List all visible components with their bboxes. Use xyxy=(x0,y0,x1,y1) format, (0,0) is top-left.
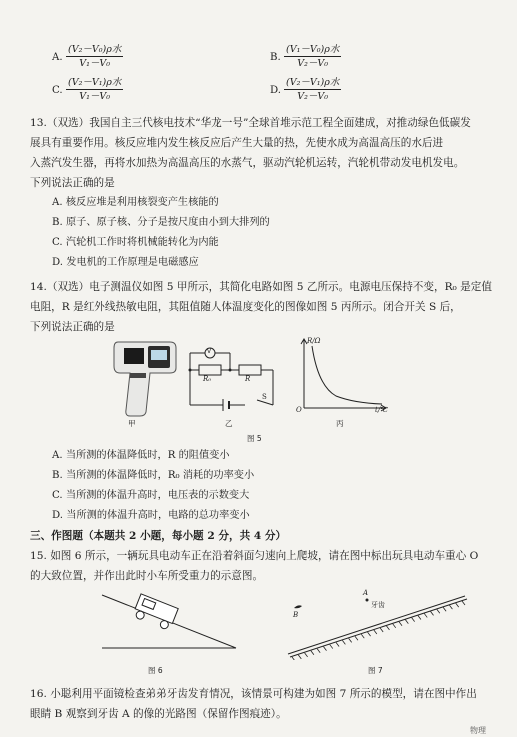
option-b-denominator: V₂－V₀ xyxy=(297,58,329,69)
r-label: R xyxy=(245,375,251,383)
q15-line-2: 的大致位置，并作出此时小车所受重力的示意图。 xyxy=(30,570,264,582)
mirror-hatch-mark xyxy=(330,645,333,649)
fig7-caption: 图 7 xyxy=(368,666,383,675)
incline-car-figure xyxy=(98,590,238,652)
q14-option-d: D. 当所测的体温升高时，电路的总功率变小 xyxy=(52,510,250,521)
mirror-hatch-mark xyxy=(305,653,308,657)
q13-line-4: 下列说法正确的是 xyxy=(30,177,115,189)
graph-origin-label: O xyxy=(296,406,302,414)
q13-option-a: A. 核反应堆是利用核裂变产生核能的 xyxy=(52,197,219,208)
mirror-hatch-mark xyxy=(380,628,383,632)
mirror-hatch-mark xyxy=(336,642,339,646)
option-c-numerator: (V₂－V₁)ρ水 xyxy=(68,77,122,88)
fig5-label-jia: 甲 xyxy=(128,419,136,428)
graph-x-axis-label: t/℃ xyxy=(375,406,389,414)
q16-line-1: 16. 小聪利用平面镜检查弟弟牙齿发育情况，该情景可构建为如图 7 所示的模型，请在图中作出 xyxy=(30,688,477,700)
q14-option-c: C. 当所测的体温升高时，电压表的示数变大 xyxy=(52,490,250,501)
option-d-fraction xyxy=(284,77,341,102)
mirror-hatch-mark xyxy=(361,634,364,638)
page-footer: 物理 xyxy=(470,726,486,735)
r0-label: R₀ xyxy=(203,375,212,383)
switch-label: S xyxy=(262,393,267,401)
mirror-hatch-mark xyxy=(456,603,459,607)
q16-line-2: 眼睛 B 观察到牙齿 A 的像的光路图（保留作图痕迹）。 xyxy=(30,708,287,720)
fig6-caption: 图 6 xyxy=(148,666,163,675)
mirror-hatch-mark xyxy=(342,640,345,644)
option-b-letter: B. xyxy=(270,52,281,63)
mirror-hatch-mark xyxy=(405,620,408,624)
q14-line-3: 下列说法正确的是 xyxy=(30,321,115,333)
section-3-title: 三、作图题（本题共 2 小题，每小题 2 分，共 4 分） xyxy=(30,530,287,542)
mirror-hatch-mark xyxy=(292,657,295,660)
mirror-hatch-mark xyxy=(462,601,465,605)
mirror-hatch-mark xyxy=(412,618,415,622)
fig7-label-b: B xyxy=(293,611,299,619)
option-a-denominator: V₁－V₀ xyxy=(79,58,111,69)
q13-line-2: 展具有重要作用。核反应堆内发生核反应后产生大量的热，先使水成为高温高压的水后进 xyxy=(30,137,444,149)
option-b-numerator: (V₁－V₀)ρ水 xyxy=(286,44,340,55)
mirror-hatch-mark xyxy=(355,636,358,640)
mirror-hatch-mark xyxy=(418,616,421,620)
fig5-label-bing: 丙 xyxy=(336,419,344,428)
option-d-letter: D. xyxy=(270,85,282,96)
mirror-hatch-mark xyxy=(449,605,452,609)
q14-option-b: B. 当所测的体温降低时，R₀ 消耗的功率变小 xyxy=(52,470,255,481)
mirror-hatch-mark xyxy=(443,607,446,611)
q14-option-a: A. 当所测的体温降低时，R 的阻值变小 xyxy=(52,450,230,461)
mirror-hatch-mark xyxy=(393,624,396,628)
q14-line-2: 电阻，R 是红外线热敏电阻，其阻值随人体温度变化的图像如图 5 丙所示。闭合开关 S 后， xyxy=(30,301,461,313)
option-d-denominator: V₂－V₀ xyxy=(297,91,329,102)
q14-line-1: 14.（双选）电子测温仪如图 5 甲所示，其简化电路如图 5 乙所示。电源电压保持不变，R₀ 是定值 xyxy=(30,281,492,293)
q13-option-c: C. 汽轮机工作时将机械能转化为内能 xyxy=(52,237,219,248)
mirror-hatch-mark xyxy=(424,613,427,617)
fig5-caption: 图 5 xyxy=(247,434,262,443)
option-a-letter: A. xyxy=(52,52,63,63)
fig5-label-yi: 乙 xyxy=(225,419,233,428)
resistance-temperature-graph xyxy=(296,336,391,414)
option-c-fraction xyxy=(66,77,123,102)
graph-y-axis-label: R/Ω xyxy=(307,337,321,345)
mirror-hatch-mark xyxy=(399,622,402,626)
thermometer-gun-illustration xyxy=(110,338,180,418)
option-b-fraction xyxy=(284,44,341,69)
mirror-hatch-mark xyxy=(431,611,434,615)
q13-option-d: D. 发电机的工作原理是电磁感应 xyxy=(52,257,199,268)
mirror-hatch-mark xyxy=(298,655,301,659)
q13-line-1: 13.（双选）我国自主三代核电技术“华龙一号”全球首堆示范工程全面建成，对推动绿色低碳发 xyxy=(30,117,471,129)
mirror-hatch-mark xyxy=(323,647,326,651)
mirror-hatch-mark xyxy=(437,609,440,613)
mirror-hatch-mark xyxy=(374,630,377,634)
q13-option-b: B. 原子、原子核、分子是按尺度由小到大排列的 xyxy=(52,217,270,228)
option-a-fraction xyxy=(66,44,123,69)
mirror-hatch-mark xyxy=(368,632,371,636)
mirror-hatch-mark xyxy=(317,649,320,653)
mirror-hatch-mark xyxy=(386,626,389,630)
mirror-hatch-mark xyxy=(311,651,314,655)
fig7-label-a: A xyxy=(363,589,369,597)
option-a-numerator: (V₂－V₀)ρ水 xyxy=(68,44,122,55)
circuit-diagram xyxy=(185,345,280,415)
q13-line-3: 入蒸汽发生器，再将水加热为高温高压的水蒸气，驱动汽轮机运转，汽轮机带动发电机发电。 xyxy=(30,157,465,169)
voltmeter-label: V xyxy=(207,348,212,355)
option-c-letter: C. xyxy=(52,85,63,96)
option-c-denominator: V₁－V₀ xyxy=(79,91,111,102)
q15-line-1: 15. 如图 6 所示，一辆玩具电动车正在沿着斜面匀速向上爬坡，请在图中标出玩具电动车重心 O xyxy=(30,550,479,562)
mirror-hatch-mark xyxy=(349,638,352,642)
option-d-numerator: (V₂－V₁)ρ水 xyxy=(286,77,340,88)
fig7-label-tooth: 牙齿 xyxy=(371,601,385,609)
